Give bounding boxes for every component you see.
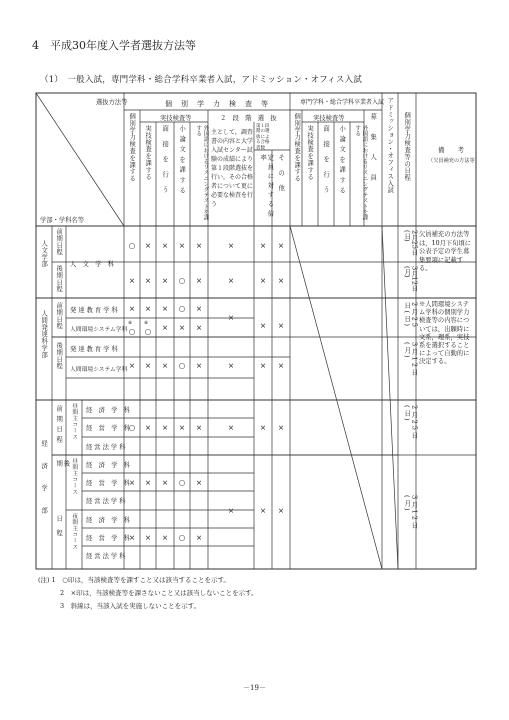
mark: × xyxy=(259,423,267,432)
mark: × xyxy=(195,478,203,487)
dept-keieihou-1: 経 営 法 学 科 xyxy=(86,444,126,451)
mark: × xyxy=(161,323,169,332)
mark: × xyxy=(144,361,152,370)
general-header: 個 別 学 力 検 査 等 xyxy=(165,100,269,108)
period-hattatsu-kouki: 後期日程 xyxy=(55,342,63,370)
course-yakan: 夜間主コース xyxy=(71,513,78,551)
note-mark: ※ xyxy=(128,320,133,326)
dept-keizai-2: 経 済 学 科 xyxy=(86,462,131,469)
note-3: 3 斜線は，当該入試を実施しないことを示す。 xyxy=(60,602,201,610)
mark: × xyxy=(227,241,235,250)
dept-hattatsu-zenki: 発 達 教 育 学 科 xyxy=(70,307,118,314)
note-2: 2 ×印は，当該検査等を課さないこと又は該当しないことを示す。 xyxy=(60,589,258,597)
note-1: (注) 1 ○印は，当該検査等を課すこと又は該当することを示す。 xyxy=(38,576,230,584)
date-keizai-zenki: 2月25日(日) xyxy=(403,405,419,441)
specialist-header: 専門学科・総合学科卒業者入試 xyxy=(300,99,385,106)
remarks-header: 備 考 xyxy=(438,146,464,154)
remarks-sub: （欠員補充の方法等） xyxy=(428,158,480,164)
dept-keieihou-2: 経 営 法 学 科 xyxy=(86,498,126,505)
col-jitsugi: 実技検査を課する xyxy=(144,125,152,181)
col-stage2-sono: その他 xyxy=(277,154,285,200)
mark: × xyxy=(227,276,235,285)
mark: × xyxy=(178,423,186,432)
sp-jitsugi: 実技検査を課する xyxy=(306,125,314,181)
mark: ○ xyxy=(144,327,152,336)
sp-jitsugi-group: 実技検査等 xyxy=(313,115,345,122)
mark: × xyxy=(161,478,169,487)
sp-shoronbun: 小論文を課する xyxy=(338,125,346,198)
remark-hattatsu: ※人間環境システム学科の個別学力検査等の内容については，出願時に文系，理系，実技系を選択することによって自動的に決定する。 xyxy=(419,301,470,366)
period-jinbun-kouki: 後期日程 xyxy=(55,265,63,293)
dept-kankyo-zenki: 人間環境システム学科 xyxy=(70,327,128,333)
mark: × xyxy=(128,478,136,487)
mark: ○ xyxy=(178,533,186,542)
mark: × xyxy=(195,276,203,285)
col-stage2-box: 第１段階の選抜による合格者数 xyxy=(256,124,270,151)
faculty-keizai: 経済学部 xyxy=(40,440,48,530)
dept-keiei-1: 経 営 学 科 xyxy=(86,425,131,432)
mark: × xyxy=(161,241,169,250)
subsection-heading: （1） 一般入試，専門学科・総合学科卒業者入試，アドミッション・オフィス入試 xyxy=(40,75,362,85)
period-jinbun-zenki: 前期日程 xyxy=(55,228,63,256)
mark: × xyxy=(195,361,203,370)
mark: × xyxy=(195,304,203,313)
sp-kobetsu: 個別学力検査を課する xyxy=(293,113,301,182)
col-kobetsu: 個別学力検査を課する xyxy=(128,113,136,182)
mark: × xyxy=(277,321,285,330)
sp-english: 外国語におけるリスニングテストを課する xyxy=(354,125,368,221)
col-stage2-ratio: 定員に対する倍率 xyxy=(259,154,274,220)
dept-keizai-1: 経 済 学 科 xyxy=(86,407,131,414)
mark: × xyxy=(161,533,169,542)
col-mensetsu: 面接を行う xyxy=(161,125,169,202)
date-hattatsu-kouki: 3月12日(月) xyxy=(403,342,419,378)
col-shoronbun: 小論文を課する xyxy=(178,125,186,198)
mark: × xyxy=(277,506,285,515)
sp-boshu: 募集人員 xyxy=(369,113,377,195)
period-keizai-kouki: 後期 xyxy=(55,460,70,475)
dept-keiei-2: 経 営 学 科 xyxy=(86,480,131,487)
mark: × xyxy=(128,533,136,542)
date-keizai-kouki: 3月12日(月) xyxy=(403,495,419,531)
mark: × xyxy=(259,506,267,515)
mark: × xyxy=(227,313,235,322)
dept-hattatsu-kouki: 発 達 教 育 学 科 xyxy=(70,346,118,353)
page-number: －19－ xyxy=(243,684,266,692)
mark: × xyxy=(259,241,267,250)
mark: × xyxy=(128,304,136,313)
period-keizai-nittei: 日程 xyxy=(55,515,63,544)
mark: × xyxy=(128,361,136,370)
mark: × xyxy=(144,241,152,250)
section-heading: 4 平成30年度入学者選抜方法等 xyxy=(32,39,196,52)
practical-header: 実技検査等 xyxy=(160,115,192,122)
mark: × xyxy=(161,304,169,313)
mark: ○ xyxy=(178,276,186,285)
mark: × xyxy=(277,276,285,285)
mark: × xyxy=(195,423,203,432)
col-english: 外国語におけるリスニングテストを課する xyxy=(195,125,209,221)
ao-header: アドミッション・オフィス入試 xyxy=(386,97,394,194)
mark: ○ xyxy=(178,478,186,487)
mark: ○ xyxy=(178,304,186,313)
mark: × xyxy=(144,276,152,285)
period-keizai-zenki: 前期日程 xyxy=(55,405,63,447)
period-hattatsu-zenki: 前期日程 xyxy=(55,302,63,330)
stage2-header: ２ 段 階 選 抜 xyxy=(220,115,277,122)
faculty-hattatsu: 人間発達科学部 xyxy=(40,310,48,359)
mark: × xyxy=(161,361,169,370)
sp-mensetsu: 面接を行う xyxy=(322,125,330,202)
mark: × xyxy=(144,423,152,432)
course-hiru-kouki: 昼間主コース xyxy=(71,458,78,496)
mark: × xyxy=(259,361,267,370)
mark: × xyxy=(259,276,267,285)
dept-jinbun: 人 文 学 科 xyxy=(70,261,115,268)
mark: × xyxy=(161,423,169,432)
course-hiru-zenki: 昼間主コース xyxy=(71,403,78,441)
mark: × xyxy=(227,361,235,370)
note-mark: ※ xyxy=(144,320,149,326)
dept-keieihou-3: 経 営 法 学 科 xyxy=(86,553,126,560)
faculty-jinbun: 人文学部 xyxy=(40,240,48,268)
date-hattatsu-zenki: 2月25日(日) xyxy=(403,302,419,329)
dept-kankyo-kouki: 人間環境システム学科 xyxy=(70,367,128,373)
corner-bottom-label: 学部・学科名等 xyxy=(40,217,85,224)
corner-top-label: 選抜方法等 xyxy=(96,99,128,106)
mark: ○ xyxy=(128,241,136,250)
mark: ○ xyxy=(128,423,136,432)
mark: × xyxy=(144,478,152,487)
date-jinbun-zenki: 2月25日(日) xyxy=(403,230,419,256)
mark: × xyxy=(128,276,136,285)
dept-keizai-3: 経 済 学 科 xyxy=(86,517,131,524)
mark: × xyxy=(161,276,169,285)
mark: × xyxy=(277,361,285,370)
dept-keiei-3: 経 営 学 科 xyxy=(86,535,131,542)
remark-jinbun: 欠員補充の方法等は，10月下旬頃に公表予定の学生募集要項に記載する。 xyxy=(419,231,472,273)
mark: × xyxy=(195,323,203,332)
mark: × xyxy=(178,323,186,332)
mark: × xyxy=(227,423,235,432)
date-header: 個別学力検査等の日程 xyxy=(403,112,411,181)
mark: × xyxy=(144,304,152,313)
mark: × xyxy=(178,241,186,250)
mark: ○ xyxy=(128,327,136,336)
mark: × xyxy=(195,241,203,250)
date-jinbun-kouki: 3月12日(月) xyxy=(403,266,419,292)
mark: × xyxy=(277,241,285,250)
mark: × xyxy=(144,533,152,542)
col-stage2-desc: 主として，調査書の内容と大学入試センター試験の成績により第１段階選抜を行い，その合格者について更に必要な検査を行う xyxy=(211,129,254,208)
mark: ○ xyxy=(178,361,186,370)
mark: × xyxy=(277,423,285,432)
mark: × xyxy=(227,506,235,515)
mark: × xyxy=(259,321,267,330)
mark: × xyxy=(195,533,203,542)
